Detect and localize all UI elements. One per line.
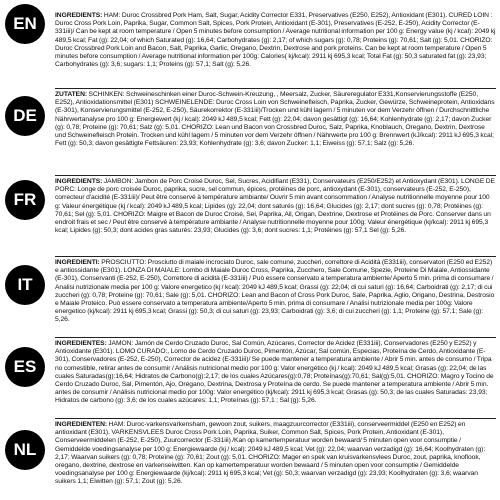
ingredients-text-fr <box>55 178 496 253</box>
ingredients-text-es <box>55 340 496 415</box>
divider <box>55 337 496 338</box>
ingredients-label-nl: INGREDIENTEN: <box>55 421 108 428</box>
ingredients-text-de <box>55 91 496 173</box>
divider <box>55 256 496 257</box>
ingredients-body-de: SCHINKEN: Schweineschinken einer Duroc-Schwein-Kreuzung, , Meersalz, Zucker, Säureregulator E331,Konservierungsstoffe (E250, E252), Antioxidationsmittel (E301) SCHWEINELENDE: Duroc Cross Loin von Schweinefleisch, Paprika, Zucker, Gewürze, Schweineprotein, Antioxidans (E-301), Konservierungsmittel (E-252, E-250), Säurekorrektor (E-331iii)/Trocken und kühl lagern / 5 minuten vor dem Verzehr öffnen / Durchschnittliche Nährwertanalyse pro 100 g: Energiewert (kj / kcal): 2049 kJ 489,5 kcal; Fett (g): 22,04; davon gesättigt (g): 16,64; Kohlenhydrate (g): 2,17; davon Zucker (g): 0,78; Proteine (g): 70,61; Salz (g): 5,01. CHORIZO: Lean und Bacon von Crossbred Duroc, Salz, Paprika, Knoblauch, Oregano, Dextrin, Dextrose und Schweinefleisch Protein. Trocken und kühl lagern / 5 minuten vor dem Verzehr öffnen / Nährwerte pro 100 g: Brennwert (kJ/kcal): 2911 kJ 695,3 kcal; Fett (g): 50,3; davon gesättigte Fettsäuren: 23,93; Kohlenhydrate (g): 3,6; davon Zucker: 1,1; Eiweiss (g): 57,1; Salz (g): 5,26. <box>55 91 495 148</box>
ingredients-body-nl: HAM: Duroc-varkensvarkensham, gewoon zout, suikers, maagzuurcorrector (E331iii), conserveermiddel (E250 en E252) en antioxidant (E301). VARKENSVLEES Duroc Cross Pork Loin, Paprika, Suiker, Common Salt, Spices, Pork Protein, Antioxidant (E-301), Conserveermiddelen (E-252, E-250), Zuurcorrector (E-331iii) /Kan op kamertemperatuur worden bewaard/ 5 minuten open voor consumptie / Gemiddelde voedingsanalyse per 100 g: Energiewaarde (kj / kcal): 2049 kJ 489,5 kcal; Vet (g): 22,04; waarvan verzadigd (g): 16,64; Koolhydraten (g): 2,17; Waarvan suikers (g): 0,78; Proteïne (g): 70,61; Zout (g): 5,01. CHORIZO: Mager en spek van kruisvarkensvlees Duroc, zout, paprika, knoflook, oregano, dextrine, dextrose en varkenseiwitten. Kan op kamertemperatuur worden bewaard / 5 minuten open voor consumptie / Gemiddelde voedingsanalyse per 100 g: Energiewaarde (kj/kcal): 2911 kj 695,3 kcal; Vet (g): 50,3; waarvan verzadigd (g): 23,93; Koolhydraten (g): 3,6; waarvan suikers 1,1; Eiwitten (g): 57,1; Zout (g): 5,26. <box>55 421 486 486</box>
language-badge-nl: NL <box>5 430 45 470</box>
divider <box>55 175 496 176</box>
ingredients-label-es: INGREDIENTES: <box>55 340 107 347</box>
ingredients-body-en: HAM: Duroc Crossbred Pork Ham, Salt, Sugar, Acidity Corrector E331, Preservatives (E250, E252), Antioxidant (E301). CURED LOIN : Duroc Cross Pork Loin, Paprika, Sugar, Common Salt, Spices, Pork Protein, Antioxidant (E-301), Preservatives (E-252, E-250), Acidity Corrector (E-331iii)/ Can be kept at room temperature / Open 5 minutes before consumption / Average nutritional information per 100 g: Energy value (kj / kcal): 2049 kj 489,5 kcal; Fat (g): 22,04; of which Saturated (g): 16,64; Carbohydrates (g): 2,17; of which sugars (g): 0,78; Proteins (g): 70,61; Salt (g): 5,01. CHORIZO: Duroc Crossbred Pork Loin and Bacon, Salt, Paprika, Garlic, Oregano, Dextrin, Dextrose and pork proteins. Can be kept at room temperature / Open 5 minutes before consumption / Average nutritional information per 100g: Calories( kj/kcal): 2911 kj 695,3 kcal; Total Fat (g): 50,3 saturated fat (g): 23,93; Carbohydrates (g): 3,6; sugars: 1,1; Proteins (g): 57,1; Salt (g): 5,26. <box>55 12 496 69</box>
ingredients-text-it <box>55 259 496 334</box>
divider <box>55 418 496 419</box>
ingredients-text-nl <box>55 421 496 498</box>
language-badge-es: ES <box>5 347 45 387</box>
language-badge-de: DE <box>5 96 45 136</box>
ingredients-body-fr: JAMBON: Jambon de Porc Croisé Duroc, Sel, Sucres, Acidifiant (E331), Conservateurs (E250/E252) et Antioxydant (E301). LONGE DE PORC: Longe de porc croisée Duroc, paprika, sucre, sel commun, épices, protéines de porc, antioxydant (E-301), conservateurs (E-252, E-250), correcteur d'acidité (E-331iii)/ Peut être conservé à température ambiante/ Ouvrir 5 min avant consommation / Analyse nutritionnelle moyenne pour 100 g: Valeur énergétique (kj / kcal): 2049 kJ 489,5 kcal; Lipides (g): 22,04; dont saturés (g): 16,64; Glucides (g): 2,17; dont sucres (g): 0,78; Protéines (g): 70,61; Sel (g): 5,01. CHORIZO: Maigre et Bacon de Duroc Croisé, Sel, Paprika, Ail, Origan, Dextrine, Dextrose et Protéines de Porc. Conserver dans un endroit frais et sec / Peut être conservé à température ambiante / Analyse nutritionnelle moyenne pour 100g: Valeur énergétique (kj/kcal): 2911 kj 695,3 kcal; Lipides (g): 50,3; dont acides gras saturés: 23,93; Glucides (g): 3,6; dont sucres: 1,1; Protéines (g): 57,1 Sel (g): 5,26. <box>55 178 495 235</box>
ingredients-text-en <box>55 12 496 86</box>
ingredients-label-it: INGREDIENTI: <box>55 259 100 266</box>
language-badge-it: IT <box>5 265 45 305</box>
divider <box>55 88 496 89</box>
ingredients-label-fr: INGRÉDIENTS: <box>55 178 103 185</box>
ingredients-label-de: ZUTATEN: <box>55 91 88 98</box>
language-badge-fr: FR <box>5 180 45 220</box>
language-badge-en: EN <box>5 4 45 44</box>
ingredients-label-en: INGREDIENTS: <box>55 12 103 19</box>
ingredients-body-it: PROSCIUTTO: Prosciutto di maiale incrociato Duroc, sale comune, zuccheri, correttore di Acidità (E331iii), conservatori (E250 ed E252) e antiossidante (E301). LONZA DI MAIALE: Lombo di Maiale Duroc Cross, Paprika, Zucchero, Sale Comune, Spezie, Proteine Di Maiale, Antiossidante (E-301), Conservanti (E-252, E-250), Correttore di acidità (E-331iii) / Può essere conservato a temperatura ambiente/ Aperto 5 min. prima di consumare / Analisi nutrizionale media per 100 g: Valore energetico (kj / kcal): 2049 kJ 489,5 kcal; Grassi (g): 22,04; di cui saturi (g): 16,64; Carboidrati (g): 2,17; di cui zuccheri (g): 0,78; Proteine (g): 70,61; Sale (g): 5,01. CHORIZO: Lean and Bacon of Cross Pork Duroc, Sale, Paprika, Aglio, Origano, Destrina, Destrosio e Maiale Proteico. Può essere conservato a temperatura ambiente/Aperto 5 min. prima di consumare / Analisi nutrizionale media per 100g: Valore energetico (kj/kcal): 2911 kj 695,3 kcal; Grassi (g): 50,3; di cui saturi (g): 23,93; Carboidrati (g): 3,6; di cui zuccheri (g): 1,1; Proteine (g): 57,1; Sale (g): 5,26. <box>55 259 495 324</box>
ingredients-body-es: JAMÓN: Jamón de Cerdo Cruzado Duroc, Sal Común, Azúcares, Corrector de Acidez (E331iii), Conservadores (E250 y E252) y Antioxidante (E301). LOMO CURADO:, Lomo de Cerdo Cruzado Duroc, Pimentón, Azúcar, Sal común, Especias, Proteína de Cerdo, Antioxidante (E-301), Conservadores (E-252, E-250), Corrector de acidez (E-331iii)/ Se puede mantener a temperatura ambiente / Abrir 5 min. antes de consumo / Tripa no comestible, retirar antes de consumir / Análisis nutricional medio por 100 g: Valor energético (kj / kcal): 2049 kJ 489,5 kcal; Grasas (g): 22,04; de las cuales Saturadas(g):16,64; Hidratos de Carbono(g):2,17; de los cuales Azúcares(g):0,78; Proteínas(g):70,61; Sal(g):5,01. CHORIZO: Magro y Tocino de Cerdo Cruzado Duroc, Sal, Pimentón, Ajo, Orégano, Dextrina, Dextrosa y Proteína de cerdo. Se puede mantener a temperatura ambiente / Abrir 5 min. antes de consumir / Análisis nutricional medio por 100g: Valor energético (kj/kcal): 2911 kj 695,3 kcal; Grasas (g): 50,3; de las cuales Saturadas: 23,93; Hidratos de carbono (g): 3,6; de los cuales azúcares: 1,1; Proteínas (g): 57,1 ; Sal (g): 5,26. <box>55 340 494 405</box>
